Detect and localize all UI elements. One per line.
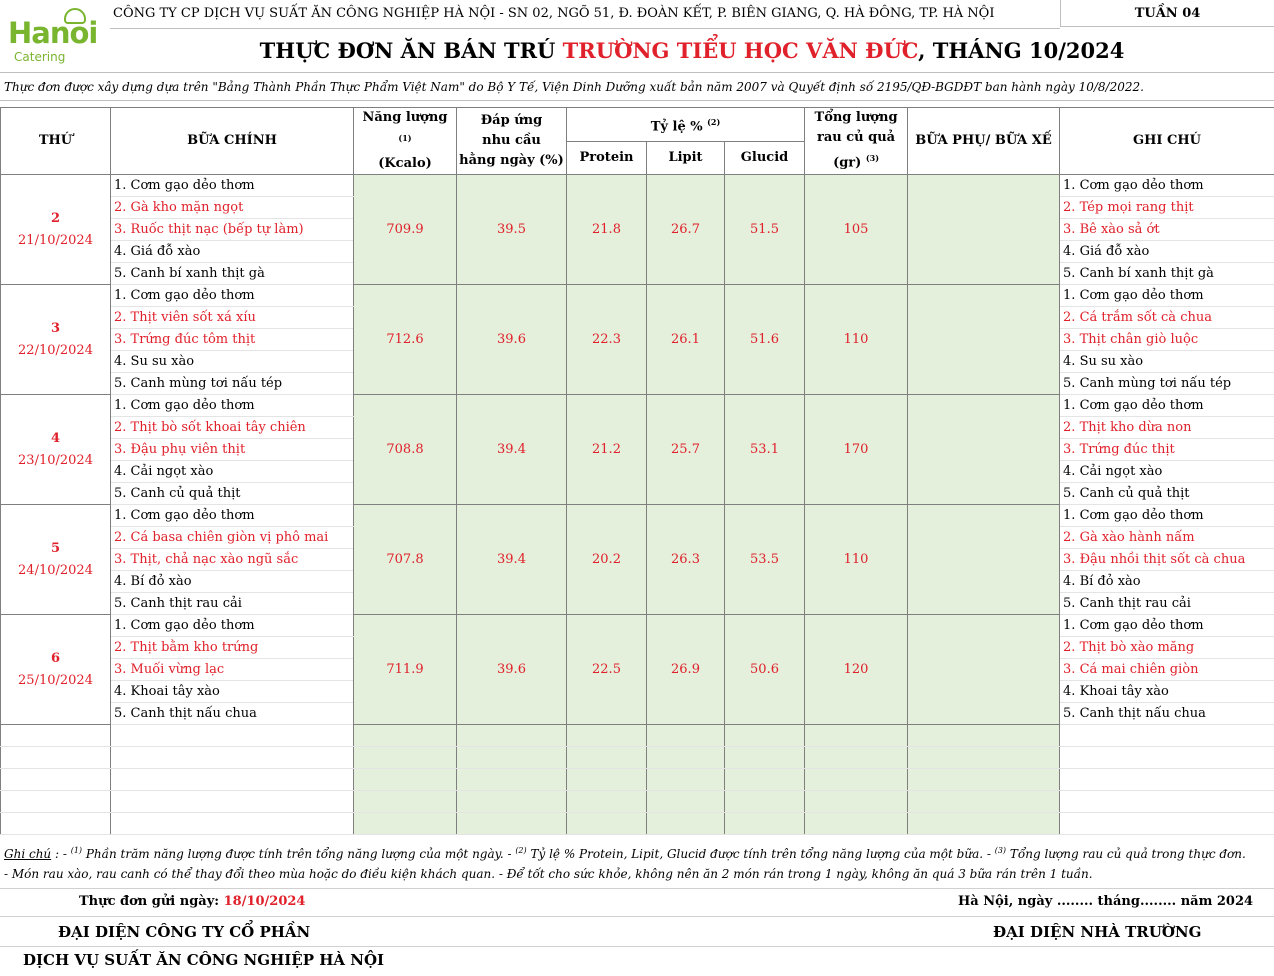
note-dish: 4. Giá đỗ xào bbox=[1060, 241, 1274, 263]
main-dish: 3. Thịt, chả nạc xào ngũ sắc bbox=[111, 549, 354, 571]
lipit-value: 26.1 bbox=[647, 285, 725, 395]
empty-cell bbox=[1, 747, 111, 769]
menu-basis-note: Thực đơn được xây dựng dựa trên "Bảng Thành Phần Thực Phẩm Việt Nam" do Bộ Y Tế, Viện Dinh Dưỡng xuất bản năm 2007 và Quyết định số 2195/QĐ-BGDĐT ban hành ngày 10/8/2022. bbox=[4, 80, 1144, 94]
weekday: 6 bbox=[50, 650, 61, 666]
divider bbox=[0, 916, 1274, 917]
empty-cell bbox=[1, 769, 111, 791]
date: 22/10/2024 bbox=[18, 342, 93, 358]
lipit-value: 26.9 bbox=[647, 615, 725, 725]
empty-cell bbox=[725, 769, 805, 791]
note-dish: 1. Cơm gạo dẻo thơm bbox=[1060, 505, 1274, 527]
header bbox=[0, 0, 1274, 105]
footnote-label: Ghi chú bbox=[4, 847, 52, 861]
table-row bbox=[1, 175, 1274, 197]
empty-cell bbox=[805, 813, 908, 835]
logo-sub: Catering bbox=[14, 50, 66, 64]
day-cell bbox=[1, 175, 111, 285]
empty-cell bbox=[725, 747, 805, 769]
empty-cell bbox=[457, 747, 567, 769]
empty-cell bbox=[354, 725, 457, 747]
empty-cell bbox=[111, 725, 354, 747]
sent-date: 18/10/2024 bbox=[223, 894, 306, 909]
lipit-value: 26.3 bbox=[647, 505, 725, 615]
main-dish: 4. Cải ngọt xào bbox=[111, 461, 354, 483]
need-value: 39.4 bbox=[457, 395, 567, 505]
table-row bbox=[1, 615, 1274, 637]
main-dish: 5. Canh thịt nấu chua bbox=[111, 703, 354, 725]
day-cell bbox=[1, 505, 111, 615]
empty-cell bbox=[111, 747, 354, 769]
col-energy: Năng lượng $^{(1)}$ (Kcalo) bbox=[354, 108, 457, 175]
main-dish: 3. Đậu phụ viên thịt bbox=[111, 439, 354, 461]
empty-cell bbox=[647, 769, 725, 791]
empty-cell bbox=[457, 813, 567, 835]
date: 25/10/2024 bbox=[18, 672, 93, 688]
energy-value: 711.9 bbox=[354, 615, 457, 725]
empty-cell bbox=[354, 813, 457, 835]
note-dish: 5. Canh mùng tơi nấu tép bbox=[1060, 373, 1274, 395]
empty-cell bbox=[1060, 747, 1274, 769]
col-protein: Protein bbox=[567, 142, 647, 175]
empty-row bbox=[1, 725, 1274, 747]
main-dish: 2. Cá basa chiên giòn vị phô mai bbox=[111, 527, 354, 549]
side-meal-cell bbox=[908, 395, 1060, 505]
day-cell bbox=[1, 285, 111, 395]
divider bbox=[0, 100, 1274, 101]
menu-table bbox=[0, 107, 1274, 835]
weekday: 3 bbox=[50, 320, 61, 336]
menu-body bbox=[1, 175, 1274, 835]
empty-cell bbox=[805, 747, 908, 769]
main-dish: 4. Giá đỗ xào bbox=[111, 241, 354, 263]
note-dish: 3. Trứng đúc thịt bbox=[1060, 439, 1274, 461]
sent-date-line bbox=[79, 894, 305, 909]
veg-value: 110 bbox=[805, 285, 908, 395]
place-date: Hà Nội, ngày ........ tháng........ năm 2024 bbox=[958, 894, 1254, 909]
empty-cell bbox=[908, 725, 1060, 747]
page-title bbox=[110, 38, 1274, 63]
empty-cell bbox=[567, 791, 647, 813]
veg-value: 170 bbox=[805, 395, 908, 505]
weekday: 5 bbox=[50, 540, 61, 556]
empty-cell bbox=[725, 725, 805, 747]
empty-cell bbox=[1, 813, 111, 835]
veg-value: 105 bbox=[805, 175, 908, 285]
glucid-value: 51.5 bbox=[725, 175, 805, 285]
empty-cell bbox=[111, 791, 354, 813]
main-dish: 5. Canh bí xanh thịt gà bbox=[111, 263, 354, 285]
empty-cell bbox=[647, 813, 725, 835]
col-side-meal: BỮA PHỤ/ BỮA XẾ bbox=[908, 108, 1060, 175]
table-row bbox=[1, 505, 1274, 527]
col-daily-need: Đáp ứng nhu cầu hằng ngày (%) bbox=[457, 108, 567, 175]
note-dish: 3. Đậu nhồi thịt sốt cà chua bbox=[1060, 549, 1274, 571]
note-dish: 4. Cải ngọt xào bbox=[1060, 461, 1274, 483]
energy-value: 707.8 bbox=[354, 505, 457, 615]
energy-value: 708.8 bbox=[354, 395, 457, 505]
main-dish: 4. Bí đỏ xào bbox=[111, 571, 354, 593]
logo-brand: Hanoi bbox=[8, 16, 98, 50]
lipit-value: 25.7 bbox=[647, 395, 725, 505]
energy-value: 709.9 bbox=[354, 175, 457, 285]
empty-cell bbox=[354, 791, 457, 813]
sent-label: Thực đơn gửi ngày: bbox=[79, 894, 224, 909]
main-dish: 4. Su su xào bbox=[111, 351, 354, 373]
col-main-meal: BỮA CHÍNH bbox=[111, 108, 354, 175]
empty-cell bbox=[908, 813, 1060, 835]
table-row bbox=[1, 285, 1274, 307]
empty-cell bbox=[1060, 791, 1274, 813]
side-meal-cell bbox=[908, 285, 1060, 395]
need-value: 39.6 bbox=[457, 615, 567, 725]
glucid-value: 51.6 bbox=[725, 285, 805, 395]
divider bbox=[110, 28, 1060, 29]
side-meal-cell bbox=[908, 175, 1060, 285]
empty-cell bbox=[1060, 813, 1274, 835]
empty-cell bbox=[567, 747, 647, 769]
note-dish: 3. Cá mai chiên giòn bbox=[1060, 659, 1274, 681]
main-dish: 5. Canh thịt rau cải bbox=[111, 593, 354, 615]
date: 23/10/2024 bbox=[18, 452, 93, 468]
col-ratio: Tỷ lệ % $^{(2)}$ bbox=[567, 108, 805, 142]
need-value: 39.5 bbox=[457, 175, 567, 285]
table-row bbox=[1, 395, 1274, 417]
lipit-value: 26.7 bbox=[647, 175, 725, 285]
empty-cell bbox=[725, 813, 805, 835]
divider bbox=[0, 888, 1274, 889]
empty-cell bbox=[354, 769, 457, 791]
empty-cell bbox=[1, 791, 111, 813]
protein-value: 21.2 bbox=[567, 395, 647, 505]
note-dish: 5. Canh bí xanh thịt gà bbox=[1060, 263, 1274, 285]
company-representative-2: DỊCH VỤ SUẤT ĂN CÔNG NGHIỆP HÀ NỘI bbox=[23, 951, 385, 969]
title-prefix: THỰC ĐƠN ĂN BÁN TRÚ bbox=[259, 38, 563, 63]
empty-cell bbox=[567, 813, 647, 835]
empty-cell bbox=[805, 725, 908, 747]
main-dish: 3. Trứng đúc tôm thịt bbox=[111, 329, 354, 351]
note-dish: 2. Thịt bò xào măng bbox=[1060, 637, 1274, 659]
main-dish: 2. Thịt bằm kho trứng bbox=[111, 637, 354, 659]
note-dish: 1. Cơm gạo dẻo thơm bbox=[1060, 615, 1274, 637]
note-dish: 2. Gà xào hành nấm bbox=[1060, 527, 1274, 549]
day-cell bbox=[1, 615, 111, 725]
title-suffix: , THÁNG 10/2024 bbox=[918, 38, 1125, 63]
need-value: 39.4 bbox=[457, 505, 567, 615]
side-meal-cell bbox=[908, 615, 1060, 725]
empty-cell bbox=[647, 725, 725, 747]
empty-cell bbox=[805, 769, 908, 791]
main-dish: 4. Khoai tây xào bbox=[111, 681, 354, 703]
empty-cell bbox=[725, 791, 805, 813]
note-dish: 1. Cơm gạo dẻo thơm bbox=[1060, 285, 1274, 307]
main-dish: 5. Canh mùng tơi nấu tép bbox=[111, 373, 354, 395]
empty-cell bbox=[1060, 725, 1274, 747]
main-dish: 1. Cơm gạo dẻo thơm bbox=[111, 615, 354, 637]
title-school: TRƯỜNG TIỂU HỌC VĂN ĐỨC bbox=[562, 38, 919, 63]
note-dish: 3. Thịt chân giò luộc bbox=[1060, 329, 1274, 351]
main-dish: 2. Gà kho mặn ngọt bbox=[111, 197, 354, 219]
protein-value: 20.2 bbox=[567, 505, 647, 615]
footnote-line-1: Ghi chú : - $^{(1)}$ Phần trăm năng lượng được tính trên tổng năng lượng của một ngày. - $^{(2)}$ Tỷ lệ % Protein, Lipit, Glucid được tính trên tổng năng lượng của một bữa. - $^{(3)}$ Tổng lượng rau củ quả trong thực đơn. bbox=[4, 846, 1246, 861]
veg-value: 110 bbox=[805, 505, 908, 615]
note-dish: 2. Cá trắm sốt cà chua bbox=[1060, 307, 1274, 329]
week-label: TUẦN 04 bbox=[1060, 0, 1274, 27]
note-dish: 1. Cơm gạo dẻo thơm bbox=[1060, 175, 1274, 197]
main-dish: 2. Thịt bò sốt khoai tây chiên bbox=[111, 417, 354, 439]
main-dish: 5. Canh củ quả thịt bbox=[111, 483, 354, 505]
empty-row bbox=[1, 791, 1274, 813]
protein-value: 21.8 bbox=[567, 175, 647, 285]
main-dish: 3. Ruốc thịt nạc (bếp tự làm) bbox=[111, 219, 354, 241]
school-representative: ĐẠI DIỆN NHÀ TRƯỜNG bbox=[993, 923, 1202, 941]
protein-value: 22.3 bbox=[567, 285, 647, 395]
note-dish: 1. Cơm gạo dẻo thơm bbox=[1060, 395, 1274, 417]
empty-cell bbox=[1060, 769, 1274, 791]
glucid-value: 50.6 bbox=[725, 615, 805, 725]
col-veg-total: Tổng lượng rau củ quả (gr) $^{(3)}$ bbox=[805, 108, 908, 175]
note-dish: 2. Thịt kho dừa non bbox=[1060, 417, 1274, 439]
company-logo bbox=[4, 4, 104, 68]
main-dish: 3. Muối vừng lạc bbox=[111, 659, 354, 681]
note-dish: 5. Canh thịt rau cải bbox=[1060, 593, 1274, 615]
main-dish: 1. Cơm gạo dẻo thơm bbox=[111, 505, 354, 527]
glucid-value: 53.1 bbox=[725, 395, 805, 505]
empty-cell bbox=[111, 769, 354, 791]
empty-cell bbox=[908, 747, 1060, 769]
empty-cell bbox=[647, 791, 725, 813]
empty-cell bbox=[457, 791, 567, 813]
empty-cell bbox=[805, 791, 908, 813]
empty-cell bbox=[457, 725, 567, 747]
empty-cell bbox=[567, 725, 647, 747]
main-dish: 2. Thịt viên sốt xá xíu bbox=[111, 307, 354, 329]
veg-value: 120 bbox=[805, 615, 908, 725]
note-dish: 4. Bí đỏ xào bbox=[1060, 571, 1274, 593]
empty-cell bbox=[457, 769, 567, 791]
note-dish: 5. Canh thịt nấu chua bbox=[1060, 703, 1274, 725]
weekday: 4 bbox=[50, 430, 61, 446]
empty-cell bbox=[908, 769, 1060, 791]
empty-cell bbox=[1, 725, 111, 747]
protein-value: 22.5 bbox=[567, 615, 647, 725]
main-dish: 1. Cơm gạo dẻo thơm bbox=[111, 175, 354, 197]
weekday: 2 bbox=[50, 210, 61, 226]
footnote-line-2: - Món rau xào, rau canh có thể thay đổi theo mùa hoặc do điều kiện khách quan. - Để tốt cho sức khỏe, không nên ăn 2 món rán trong 1 ngày, không ăn quá 3 bữa rán trên 1 tuần. bbox=[4, 867, 1093, 881]
side-meal-cell bbox=[908, 505, 1060, 615]
company-representative-1: ĐẠI DIỆN CÔNG TY CỔ PHẦN bbox=[58, 923, 311, 941]
need-value: 39.6 bbox=[457, 285, 567, 395]
note-dish: 3. Bê xào sả ớt bbox=[1060, 219, 1274, 241]
main-dish: 1. Cơm gạo dẻo thơm bbox=[111, 285, 354, 307]
date: 21/10/2024 bbox=[18, 232, 93, 248]
note-dish: 4. Su su xào bbox=[1060, 351, 1274, 373]
col-lipit: Lipit bbox=[647, 142, 725, 175]
date: 24/10/2024 bbox=[18, 562, 93, 578]
empty-cell bbox=[647, 747, 725, 769]
note-dish: 5. Canh củ quả thịt bbox=[1060, 483, 1274, 505]
energy-value: 712.6 bbox=[354, 285, 457, 395]
col-notes: GHI CHÚ bbox=[1060, 108, 1274, 175]
divider bbox=[0, 72, 1274, 73]
col-day: THỨ bbox=[1, 108, 111, 175]
main-dish: 1. Cơm gạo dẻo thơm bbox=[111, 395, 354, 417]
empty-cell bbox=[567, 769, 647, 791]
note-dish: 2. Tép mọi rang thịt bbox=[1060, 197, 1274, 219]
empty-row bbox=[1, 747, 1274, 769]
glucid-value: 53.5 bbox=[725, 505, 805, 615]
empty-cell bbox=[354, 747, 457, 769]
col-glucid: Glucid bbox=[725, 142, 805, 175]
divider bbox=[0, 946, 1274, 947]
company-address: CÔNG TY CP DỊCH VỤ SUẤT ĂN CÔNG NGHIỆP HÀ NỘI - SN 02, NGÕ 51, Đ. ĐOÀN KẾT, P. BIÊN GIANG, Q. HÀ ĐÔNG, TP. HÀ NỘI bbox=[113, 6, 995, 21]
empty-row bbox=[1, 769, 1274, 791]
day-cell bbox=[1, 395, 111, 505]
empty-cell bbox=[111, 813, 354, 835]
empty-row bbox=[1, 813, 1274, 835]
note-dish: 4. Khoai tây xào bbox=[1060, 681, 1274, 703]
empty-cell bbox=[908, 791, 1060, 813]
